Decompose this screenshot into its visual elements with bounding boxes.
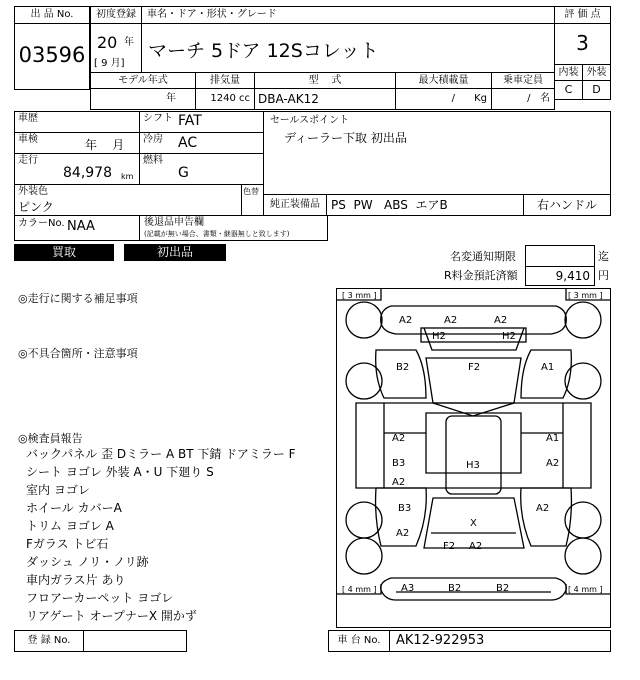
wheel-rear-left bbox=[346, 538, 382, 574]
ac-label: 冷房 bbox=[143, 134, 163, 145]
name-change-label: 名変通知期限 bbox=[450, 250, 516, 263]
color-no-label: カラーNo. bbox=[18, 218, 65, 229]
history-label: 車歴 bbox=[18, 113, 38, 124]
capacity-cell bbox=[491, 88, 555, 110]
equipment-label: 純正装備品 bbox=[270, 199, 320, 210]
model-year-unit: 年 bbox=[166, 93, 176, 104]
exterior-label-cell bbox=[582, 64, 611, 81]
mark-hood: F2 bbox=[468, 362, 481, 373]
inspection-value: 年 月 bbox=[85, 138, 125, 152]
mark-rear-bumper-right: B2 bbox=[496, 583, 510, 594]
interior-grade-cell bbox=[554, 80, 583, 100]
inspector-lines bbox=[26, 445, 296, 625]
mark-fender-right: A1 bbox=[541, 362, 555, 373]
chassis-label-cell bbox=[328, 630, 390, 652]
load-label: 最大積載量 bbox=[418, 75, 469, 86]
inspector-line: ダッシュ ノリ・ノリ跡 bbox=[26, 555, 149, 569]
car-name-cell bbox=[141, 23, 555, 73]
capacity-value: / 名 bbox=[527, 93, 550, 104]
mark-quarter-right: A2 bbox=[536, 503, 550, 514]
mileage-label: 走行 bbox=[18, 155, 38, 166]
type-value: DBA-AK12 bbox=[258, 92, 319, 106]
defects-heading: ◎不具合箇所・注意事項 bbox=[18, 347, 138, 360]
name-change-box bbox=[525, 245, 595, 267]
aftermarket-note: (記載が無い場合、書類・継器無しと致します) bbox=[144, 230, 290, 238]
reg-year-unit: 年 bbox=[124, 37, 134, 48]
mark-front-bumper-left: A2 bbox=[399, 315, 413, 326]
inspector-line: 室内 ヨゴレ bbox=[26, 483, 90, 497]
displacement-cell bbox=[195, 88, 255, 110]
driving-notes-heading: ◎走行に関する補足事項 bbox=[18, 292, 138, 305]
type-label-cell bbox=[254, 72, 396, 89]
sales-point-value: ディーラー下取 初出品 bbox=[284, 131, 407, 145]
lot-number: 03596 bbox=[18, 43, 86, 67]
name-change-unit: 迄 bbox=[598, 250, 609, 263]
sales-point-cell bbox=[263, 111, 611, 195]
color-change-label: 色替 bbox=[243, 187, 259, 196]
reg-label: 初度登録 bbox=[96, 9, 136, 20]
chassis-label: 車 台 No. bbox=[337, 635, 381, 646]
inspector-line: バックパネル 歪 Dミラー A BT 下錆 ドアミラー F bbox=[26, 447, 296, 461]
recycle-label: R料金預託済額 bbox=[444, 269, 518, 282]
tire-depth-front-left: [ 3 mm ] bbox=[342, 291, 377, 300]
mark-grille-left: H2 bbox=[432, 331, 446, 342]
type-cell bbox=[254, 88, 396, 110]
mark-door-rear-left-bottom: A2 bbox=[392, 477, 406, 488]
equipment-label-cell bbox=[263, 194, 327, 216]
mark-fender-left: B2 bbox=[396, 362, 410, 373]
mileage-value: 84,978 bbox=[63, 165, 112, 181]
mark-door-front-right: A1 bbox=[546, 433, 560, 444]
chassis-cell bbox=[389, 630, 611, 652]
model-year-label: モデル年式 bbox=[118, 75, 168, 86]
displacement-label: 排気量 bbox=[210, 75, 240, 86]
color-no-value: NAA bbox=[67, 219, 95, 234]
score-label: 評 価 点 bbox=[564, 9, 601, 20]
mark-door-front-left: A2 bbox=[392, 433, 406, 444]
lot-number-cell bbox=[14, 23, 90, 90]
history-cell bbox=[14, 111, 140, 133]
equipment-cell bbox=[326, 194, 524, 216]
capacity-label: 乗車定員 bbox=[503, 75, 543, 86]
load-value: / Kg bbox=[451, 93, 487, 104]
buy-badge: 買取 bbox=[14, 244, 114, 261]
exterior-grade-cell bbox=[582, 80, 611, 100]
mark-rear-glass-left: F2 bbox=[443, 541, 456, 552]
equipment-value: PS PW ABS エアB bbox=[331, 198, 448, 212]
lot-label-cell bbox=[14, 6, 90, 24]
shift-value: FAT bbox=[178, 113, 202, 129]
mark-rear-bumper-center: B2 bbox=[448, 583, 462, 594]
displacement-value: 1240 cc bbox=[210, 93, 250, 104]
aftermarket-label: 後退品申告欄 bbox=[144, 217, 204, 228]
color-no-cell bbox=[14, 215, 140, 241]
fuel-value: G bbox=[178, 165, 189, 181]
exterior-grade: D bbox=[592, 83, 601, 96]
inspector-line: Fガラス トビ石 bbox=[26, 537, 109, 551]
mark-front-bumper-center: A2 bbox=[444, 315, 458, 326]
mark-door-rear-left-top: B3 bbox=[392, 458, 406, 469]
mark-rear-glass-right: A2 bbox=[469, 541, 483, 552]
interior-label: 内装 bbox=[558, 67, 579, 78]
first-listing-badge: 初出品 bbox=[124, 244, 226, 261]
sales-point-label: セールスポイント bbox=[270, 115, 350, 126]
mark-quarter-left-top: B3 bbox=[398, 503, 412, 514]
reg-no-label-cell bbox=[14, 630, 84, 652]
chassis-value: AK12-922953 bbox=[396, 633, 485, 648]
car-name-label-cell bbox=[141, 6, 555, 24]
color-cell bbox=[14, 184, 242, 216]
reg-month: [ 9 月] bbox=[94, 58, 125, 69]
reg-year: 20 bbox=[97, 33, 118, 52]
load-label-cell bbox=[395, 72, 492, 89]
mark-quarter-left-bottom: A2 bbox=[396, 528, 410, 539]
load-cell bbox=[395, 88, 492, 110]
inspector-heading: ◎検査員報告 bbox=[18, 432, 83, 445]
reg-date-cell bbox=[90, 23, 142, 73]
recycle-unit: 円 bbox=[598, 269, 609, 282]
model-year-cell bbox=[90, 88, 196, 110]
fuel-cell bbox=[139, 153, 264, 185]
car-name: マーチ 5ドア 12Sコレット bbox=[148, 40, 379, 62]
score-cell bbox=[554, 23, 611, 65]
score-label-cell bbox=[554, 6, 611, 24]
handle-cell bbox=[523, 194, 611, 216]
aftermarket-cell bbox=[139, 215, 328, 241]
ac-value: AC bbox=[178, 135, 198, 151]
color-value: ピンク bbox=[18, 200, 54, 214]
color-label: 外装色 bbox=[18, 186, 48, 197]
inspection-cell bbox=[14, 132, 140, 154]
mark-grille-right: H2 bbox=[502, 331, 516, 342]
mark-door-rear-right: A2 bbox=[546, 458, 560, 469]
interior-grade: C bbox=[564, 83, 573, 96]
inspector-line: トリム ヨゴレ A bbox=[26, 519, 114, 533]
tire-depth-front-right: [ 3 mm ] bbox=[568, 291, 603, 300]
reg-no-label: 登 録 No. bbox=[27, 635, 71, 646]
fuel-label: 燃料 bbox=[143, 155, 163, 166]
car-name-label: 車名・ドア・形状・グレード bbox=[147, 9, 277, 20]
mark-rear-bumper-left: A3 bbox=[401, 583, 415, 594]
inspection-label: 車検 bbox=[18, 134, 38, 145]
exterior-label: 外装 bbox=[586, 67, 607, 78]
mark-trunk: X bbox=[470, 518, 477, 529]
color-change-cell bbox=[241, 184, 264, 216]
tire-depth-rear-left: [ 4 mm ] bbox=[342, 585, 377, 594]
inspector-line: 車内ガラス片 あり bbox=[26, 573, 126, 587]
inspector-line: シート ヨゴレ 外装 A・U 下廻り S bbox=[26, 465, 214, 479]
reg-label-cell bbox=[90, 6, 142, 24]
lot-label: 出 品 No. bbox=[30, 9, 74, 20]
wheel-front-left bbox=[346, 302, 382, 338]
type-label: 型 式 bbox=[308, 75, 342, 86]
car-damage-diagram bbox=[336, 288, 611, 628]
handle-value: 右ハンドル bbox=[536, 198, 597, 212]
recycle-box bbox=[525, 266, 595, 286]
mileage-cell bbox=[14, 153, 140, 185]
wheel-front-right bbox=[565, 302, 601, 338]
tire-depth-rear-right: [ 4 mm ] bbox=[568, 585, 603, 594]
inspector-line: リアゲート オープナーX 開かず bbox=[26, 609, 197, 623]
reg-no-cell bbox=[83, 630, 187, 652]
shift-label: シフト bbox=[143, 113, 173, 124]
mileage-unit: km bbox=[121, 172, 134, 181]
interior-label-cell bbox=[554, 64, 583, 81]
mark-roof: H3 bbox=[466, 460, 480, 471]
shift-cell bbox=[139, 111, 264, 133]
model-year-label-cell bbox=[90, 72, 196, 89]
score-value: 3 bbox=[576, 31, 589, 55]
inspector-line: フロアーカーペット ヨゴレ bbox=[26, 591, 174, 605]
mark-front-bumper-right: A2 bbox=[494, 315, 508, 326]
displacement-label-cell bbox=[195, 72, 255, 89]
capacity-label-cell bbox=[491, 72, 555, 89]
inspector-line: ホイール カバーA bbox=[26, 501, 122, 515]
wheel-rear-right bbox=[565, 538, 601, 574]
recycle-value: 9,410 bbox=[555, 269, 590, 283]
ac-cell bbox=[139, 132, 264, 154]
